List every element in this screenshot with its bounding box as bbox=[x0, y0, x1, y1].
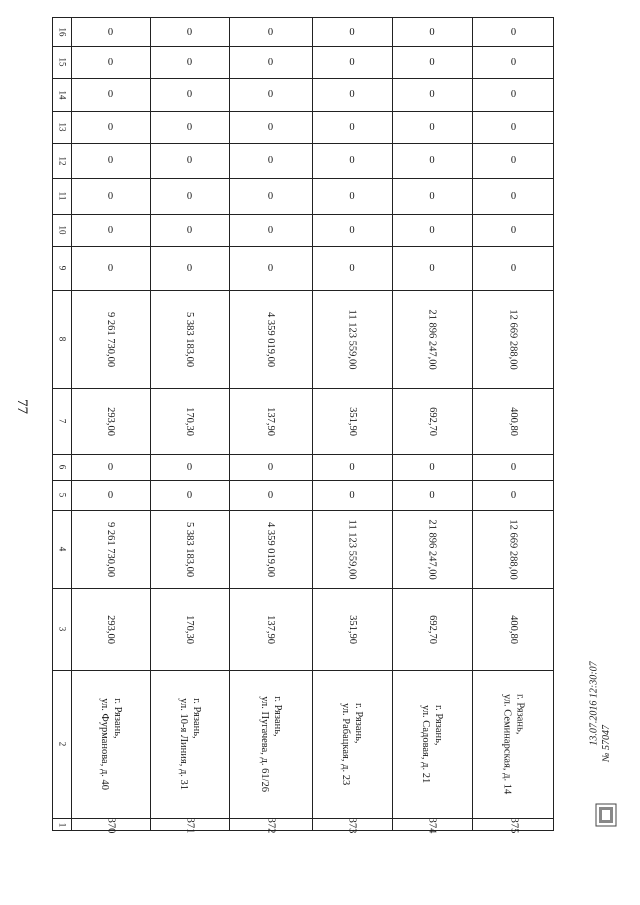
address bbox=[339, 703, 365, 785]
cell-value: 0 bbox=[429, 224, 435, 236]
column-number-header bbox=[53, 18, 71, 46]
column-number: 7 bbox=[57, 418, 67, 424]
column-number-header bbox=[53, 246, 71, 290]
value-cell-col-12 bbox=[229, 143, 312, 178]
column-number-header bbox=[53, 46, 71, 78]
address-line: г. Рязань, bbox=[111, 698, 123, 739]
address-cell bbox=[150, 670, 229, 818]
value-cell-col-15 bbox=[392, 46, 472, 78]
row-id: 372 bbox=[265, 817, 276, 833]
cell-value: 9 261 730,00 bbox=[105, 521, 116, 577]
column-number-header bbox=[53, 588, 71, 670]
value-cell-col-15 bbox=[472, 46, 555, 78]
cell-value: 0 bbox=[107, 461, 114, 473]
column-number: 11 bbox=[56, 191, 67, 201]
cell-value: 0 bbox=[349, 461, 355, 473]
value-cell-col-6 bbox=[71, 454, 150, 480]
row-id: 375 bbox=[508, 817, 519, 833]
cell-value: 0 bbox=[186, 489, 193, 501]
value-cell-col-14 bbox=[150, 78, 229, 111]
value-cell-col-5 bbox=[229, 480, 312, 510]
address-cell bbox=[472, 670, 555, 818]
cell-value: 293,00 bbox=[105, 614, 116, 644]
row-id-cell bbox=[312, 818, 392, 832]
cell-value: 11 123 559,00 bbox=[346, 519, 358, 579]
address-line: ул. 10-я Линия, д. 31 bbox=[177, 698, 189, 790]
value-cell-col-9 bbox=[472, 246, 555, 290]
value-cell-col-3 bbox=[312, 588, 392, 670]
address-line: ул. Семинарская, д. 14 bbox=[501, 693, 513, 795]
cell-value: 0 bbox=[267, 489, 274, 501]
value-cell-col-13 bbox=[229, 111, 312, 143]
column-number-header bbox=[53, 178, 71, 214]
cell-value: 0 bbox=[107, 121, 114, 133]
value-cell-col-8 bbox=[312, 290, 392, 388]
value-cell-col-13 bbox=[71, 111, 150, 143]
value-cell-col-14 bbox=[229, 78, 312, 111]
value-cell-col-8 bbox=[229, 290, 312, 388]
cell-value: 0 bbox=[510, 121, 517, 133]
cell-value: 0 bbox=[510, 56, 517, 68]
value-cell-col-10 bbox=[472, 214, 555, 246]
cell-value: 0 bbox=[267, 461, 274, 473]
value-cell-col-12 bbox=[150, 143, 229, 178]
cell-value: 0 bbox=[186, 190, 193, 202]
column-number: 16 bbox=[57, 27, 67, 37]
cell-value: 351,90 bbox=[346, 406, 358, 436]
cell-value: 0 bbox=[186, 224, 193, 236]
value-cell-col-3 bbox=[150, 588, 229, 670]
value-cell-col-16 bbox=[229, 18, 312, 46]
address-line: г. Рязань, bbox=[190, 698, 202, 739]
column-number: 9 bbox=[57, 265, 67, 271]
value-cell-col-9 bbox=[392, 246, 472, 290]
value-cell-col-15 bbox=[150, 46, 229, 78]
cell-value: 4 359 019,00 bbox=[265, 311, 276, 367]
cell-value: 0 bbox=[349, 155, 355, 166]
column-number: 12 bbox=[57, 156, 67, 165]
cell-value: 0 bbox=[186, 461, 193, 473]
column-number-header bbox=[53, 510, 71, 588]
cell-value: 0 bbox=[267, 155, 274, 166]
address bbox=[500, 694, 526, 794]
cell-value: 0 bbox=[186, 89, 193, 100]
page-number: 77 bbox=[14, 399, 30, 414]
row-id-cell bbox=[392, 818, 472, 832]
value-cell-col-5 bbox=[472, 480, 555, 510]
value-cell-col-6 bbox=[472, 454, 555, 480]
value-cell-col-6 bbox=[392, 454, 472, 480]
cell-value: 4 359 019,00 bbox=[265, 521, 276, 577]
value-cell-col-9 bbox=[229, 246, 312, 290]
cell-value: 0 bbox=[510, 190, 517, 202]
cell-value: 12 669 288,00 bbox=[508, 518, 519, 580]
value-cell-col-8 bbox=[150, 290, 229, 388]
address-line: г. Рязань, bbox=[433, 704, 445, 746]
value-cell-col-14 bbox=[472, 78, 555, 111]
cell-value: 137,90 bbox=[265, 406, 276, 436]
value-cell-col-6 bbox=[312, 454, 392, 480]
value-cell-col-7 bbox=[312, 388, 392, 454]
cell-value: 0 bbox=[510, 155, 517, 166]
value-cell-col-11 bbox=[392, 178, 472, 214]
document-timestamp: 13.07.2016 12:30:07 bbox=[588, 661, 600, 746]
cell-value: 0 bbox=[107, 89, 114, 100]
value-cell-col-7 bbox=[229, 388, 312, 454]
value-cell-col-15 bbox=[312, 46, 392, 78]
value-cell-col-10 bbox=[392, 214, 472, 246]
value-cell-col-10 bbox=[71, 214, 150, 246]
address-line: ул. Садовая, д. 21 bbox=[420, 704, 431, 784]
cell-value: 5 383 183,00 bbox=[184, 311, 195, 367]
value-cell-col-14 bbox=[392, 78, 472, 111]
cell-value: 0 bbox=[186, 26, 193, 38]
value-cell-col-11 bbox=[71, 178, 150, 214]
value-cell-col-12 bbox=[71, 143, 150, 178]
value-cell-col-10 bbox=[229, 214, 312, 246]
column-number: 2 bbox=[57, 741, 67, 747]
cell-value: 692,70 bbox=[426, 614, 438, 644]
value-cell-col-13 bbox=[312, 111, 392, 143]
value-cell-col-13 bbox=[150, 111, 229, 143]
row-id: 371 bbox=[184, 817, 195, 833]
cell-value: 0 bbox=[429, 26, 435, 38]
cell-value: 137,90 bbox=[265, 614, 276, 644]
column-number-header bbox=[53, 214, 71, 246]
address-line: г. Рязань, bbox=[353, 702, 365, 744]
cell-value: 0 bbox=[186, 56, 193, 68]
value-cell-col-10 bbox=[312, 214, 392, 246]
cell-value: 0 bbox=[429, 489, 435, 501]
cell-value: 692,70 bbox=[426, 406, 438, 436]
row-id: 373 bbox=[346, 817, 358, 833]
cell-value: 0 bbox=[349, 262, 355, 274]
address-line: ул. Фурманова, д. 40 bbox=[98, 698, 110, 790]
column-number: 14 bbox=[57, 90, 67, 99]
column-number-header bbox=[53, 388, 71, 454]
cell-value: 0 bbox=[510, 262, 517, 274]
value-cell-col-12 bbox=[312, 143, 392, 178]
value-cell-col-8 bbox=[472, 290, 555, 388]
value-cell-col-8 bbox=[392, 290, 472, 388]
cell-value: 21 896 247,00 bbox=[426, 518, 438, 580]
row-id: 370 bbox=[105, 817, 116, 833]
column-number: 6 bbox=[57, 464, 67, 470]
value-cell-col-14 bbox=[312, 78, 392, 111]
cell-value: 0 bbox=[349, 224, 355, 236]
value-cell-col-5 bbox=[312, 480, 392, 510]
value-cell-col-8 bbox=[71, 290, 150, 388]
value-cell-col-15 bbox=[229, 46, 312, 78]
cell-value: 0 bbox=[107, 56, 114, 68]
data-table bbox=[52, 17, 554, 831]
cell-value: 0 bbox=[429, 56, 435, 68]
document-number: № 57047 bbox=[600, 725, 612, 762]
cell-value: 21 896 247,00 bbox=[426, 308, 438, 370]
column-number-header bbox=[53, 290, 71, 388]
address-cell bbox=[229, 670, 312, 818]
column-number-header bbox=[53, 818, 71, 832]
cell-value: 0 bbox=[429, 89, 435, 100]
column-number: 1 bbox=[57, 822, 67, 828]
value-cell-col-3 bbox=[472, 588, 555, 670]
value-cell-col-15 bbox=[71, 46, 150, 78]
cell-value: 0 bbox=[349, 56, 355, 68]
cell-value: 0 bbox=[267, 121, 274, 133]
cell-value: 0 bbox=[349, 26, 355, 38]
value-cell-col-11 bbox=[229, 178, 312, 214]
value-cell-col-11 bbox=[312, 178, 392, 214]
value-cell-col-4 bbox=[229, 510, 312, 588]
address bbox=[176, 698, 202, 790]
cell-value: 400,80 bbox=[508, 406, 519, 436]
value-cell-col-4 bbox=[71, 510, 150, 588]
value-cell-col-7 bbox=[392, 388, 472, 454]
value-cell-col-11 bbox=[472, 178, 555, 214]
address-cell bbox=[312, 670, 392, 818]
value-cell-col-13 bbox=[472, 111, 555, 143]
value-cell-col-9 bbox=[150, 246, 229, 290]
cell-value: 0 bbox=[429, 461, 435, 473]
value-cell-col-10 bbox=[150, 214, 229, 246]
row-id-cell bbox=[472, 818, 555, 832]
cell-value: 0 bbox=[186, 155, 193, 166]
value-cell-col-16 bbox=[472, 18, 555, 46]
cell-value: 0 bbox=[429, 262, 435, 274]
value-cell-col-11 bbox=[150, 178, 229, 214]
column-number: 4 bbox=[57, 546, 67, 552]
cell-value: 351,90 bbox=[346, 614, 358, 644]
value-cell-col-6 bbox=[150, 454, 229, 480]
value-cell-col-6 bbox=[229, 454, 312, 480]
value-cell-col-16 bbox=[312, 18, 392, 46]
column-number: 13 bbox=[57, 122, 67, 132]
cell-value: 0 bbox=[349, 489, 355, 501]
cell-value: 0 bbox=[429, 155, 435, 166]
cell-value: 0 bbox=[186, 121, 193, 133]
cell-value: 0 bbox=[107, 155, 114, 166]
column-number-header bbox=[53, 670, 71, 818]
column-number-header bbox=[53, 480, 71, 510]
column-number-header bbox=[53, 111, 71, 143]
value-cell-col-4 bbox=[472, 510, 555, 588]
value-cell-col-13 bbox=[392, 111, 472, 143]
value-cell-col-12 bbox=[392, 143, 472, 178]
cell-value: 400,80 bbox=[508, 614, 519, 644]
column-number: 10 bbox=[57, 225, 67, 235]
address-line: ул. Пугачева, д. 61/26 bbox=[258, 696, 270, 792]
cell-value: 0 bbox=[107, 26, 114, 38]
value-cell-col-16 bbox=[392, 18, 472, 46]
value-cell-col-14 bbox=[71, 78, 150, 111]
cell-value: 0 bbox=[107, 262, 114, 274]
cell-value: 0 bbox=[267, 56, 274, 68]
address-line: г. Рязань, bbox=[514, 693, 526, 735]
cell-value: 0 bbox=[510, 26, 517, 38]
cell-value: 0 bbox=[107, 224, 114, 236]
address-cell bbox=[392, 670, 472, 818]
cell-value: 0 bbox=[429, 190, 435, 202]
value-cell-col-9 bbox=[71, 246, 150, 290]
row-id-cell bbox=[150, 818, 229, 832]
cell-value: 0 bbox=[107, 190, 114, 202]
address-cell bbox=[71, 670, 150, 818]
cell-value: 0 bbox=[349, 121, 355, 133]
cell-value: 170,30 bbox=[184, 406, 195, 436]
cell-value: 11 123 559,00 bbox=[346, 309, 358, 369]
column-number-header bbox=[53, 143, 71, 178]
value-cell-col-5 bbox=[392, 480, 472, 510]
cell-value: 9 261 730,00 bbox=[105, 311, 116, 367]
cell-value: 0 bbox=[267, 89, 274, 100]
cell-value: 0 bbox=[107, 489, 114, 501]
value-cell-col-16 bbox=[71, 18, 150, 46]
address-line: г. Рязань, bbox=[271, 696, 283, 737]
cell-value: 0 bbox=[429, 121, 435, 133]
value-cell-col-16 bbox=[150, 18, 229, 46]
cell-value: 0 bbox=[510, 224, 517, 236]
cell-value: 0 bbox=[267, 262, 274, 274]
value-cell-col-12 bbox=[472, 143, 555, 178]
cell-value: 0 bbox=[510, 461, 517, 473]
value-cell-col-7 bbox=[472, 388, 555, 454]
column-number: 5 bbox=[57, 492, 67, 498]
address-line: ул. Рабацкая, д. 23 bbox=[340, 702, 351, 786]
cell-value: 0 bbox=[349, 190, 355, 202]
cell-value: 0 bbox=[349, 89, 355, 100]
address bbox=[97, 698, 123, 790]
cell-value: 5 383 183,00 bbox=[184, 521, 195, 577]
column-number: 8 bbox=[57, 336, 67, 342]
cell-value: 12 669 288,00 bbox=[508, 308, 519, 370]
cell-value: 0 bbox=[510, 89, 517, 100]
cell-value: 0 bbox=[510, 489, 517, 501]
cell-value: 0 bbox=[186, 262, 193, 274]
value-cell-col-3 bbox=[71, 588, 150, 670]
value-cell-col-9 bbox=[312, 246, 392, 290]
column-number-header bbox=[53, 454, 71, 480]
value-cell-col-7 bbox=[71, 388, 150, 454]
value-cell-col-7 bbox=[150, 388, 229, 454]
cell-value: 0 bbox=[267, 224, 274, 236]
value-cell-col-5 bbox=[150, 480, 229, 510]
value-cell-col-3 bbox=[229, 588, 312, 670]
cell-value: 170,30 bbox=[184, 614, 195, 644]
cell-value: 0 bbox=[267, 26, 274, 38]
column-number: 3 bbox=[57, 626, 67, 632]
address bbox=[257, 696, 283, 792]
row-id: 374 bbox=[426, 817, 438, 833]
value-cell-col-4 bbox=[312, 510, 392, 588]
address bbox=[419, 705, 445, 783]
value-cell-col-4 bbox=[392, 510, 472, 588]
cell-value: 0 bbox=[267, 190, 274, 202]
column-number-header bbox=[53, 78, 71, 111]
column-number: 15 bbox=[57, 57, 67, 67]
registry-seal-icon bbox=[594, 802, 618, 828]
value-cell-col-3 bbox=[392, 588, 472, 670]
value-cell-col-4 bbox=[150, 510, 229, 588]
row-id-cell bbox=[229, 818, 312, 832]
value-cell-col-5 bbox=[71, 480, 150, 510]
cell-value: 293,00 bbox=[105, 406, 116, 436]
row-id-cell bbox=[71, 818, 150, 832]
